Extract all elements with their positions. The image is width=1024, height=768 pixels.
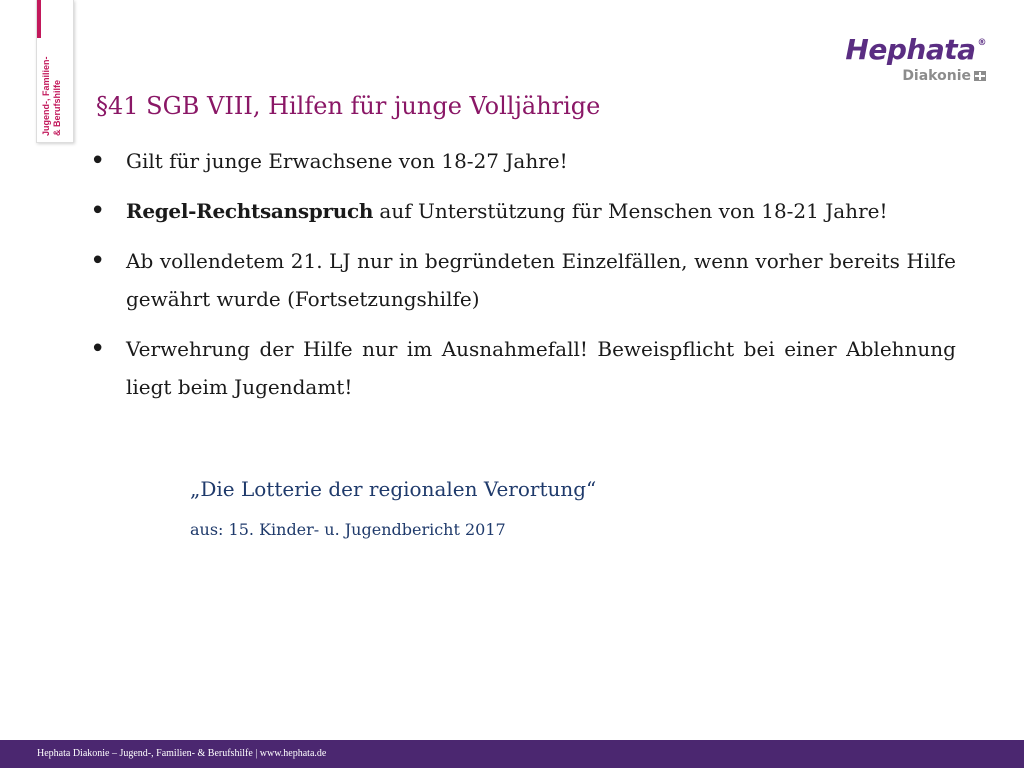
bullet-item — [90, 192, 956, 230]
bullet-strong: Regel-Rechtsanspruch — [126, 199, 374, 223]
logo-sub: Diakonie — [902, 69, 986, 83]
bullet-item — [90, 330, 956, 406]
bullet-text: Gilt für junge Erwachsene von 18-27 Jahre! — [126, 149, 568, 173]
bullet-dot: • — [90, 246, 106, 276]
logo-name: Hephata ® — [845, 33, 986, 66]
quote-source: aus: 15. Kinder- u. Jugendbericht 2017 — [190, 520, 506, 539]
diakonie-cross-icon — [974, 71, 986, 81]
side-tab-label — [41, 40, 71, 136]
side-tab-line-1: Jugend-, Familien- — [41, 56, 51, 136]
bullet-text: Verwehrung der Hilfe nur im Ausnahmefall! Beweispflicht bei einer Ablehnung liegt beim Jugendamt! — [126, 337, 956, 399]
bullet-item — [90, 142, 956, 180]
bullet-list — [90, 142, 956, 418]
bullet-dot: • — [90, 196, 106, 226]
side-tab-accent — [37, 0, 41, 38]
bullet-dot: • — [90, 146, 106, 176]
footer-text: Hephata Diakonie – Jugend-, Familien- & Berufshilfe | www.hephata.de — [37, 748, 327, 759]
registered-mark: ® — [977, 38, 986, 48]
footer-bar — [0, 740, 1024, 768]
bullet-item — [90, 242, 956, 318]
side-tab — [36, 0, 74, 143]
hephata-logo — [836, 28, 986, 84]
bullet-text: Ab vollendetem 21. LJ nur in begründeten Einzelfällen, wenn vorher bereits Hilfe gewährt wurde (Fortsetzungshilfe) — [126, 249, 956, 311]
side-tab-line-2: & Berufshilfe — [52, 79, 62, 136]
bullet-dot: • — [90, 334, 106, 364]
slide-title: §41 SGB VIII, Hilfen für junge Volljährige — [96, 92, 601, 120]
quote: „Die Lotterie der regionalen Verortung“ — [190, 477, 597, 501]
bullet-text: auf Unterstützung für Menschen von 18-21 Jahre! — [373, 199, 888, 223]
